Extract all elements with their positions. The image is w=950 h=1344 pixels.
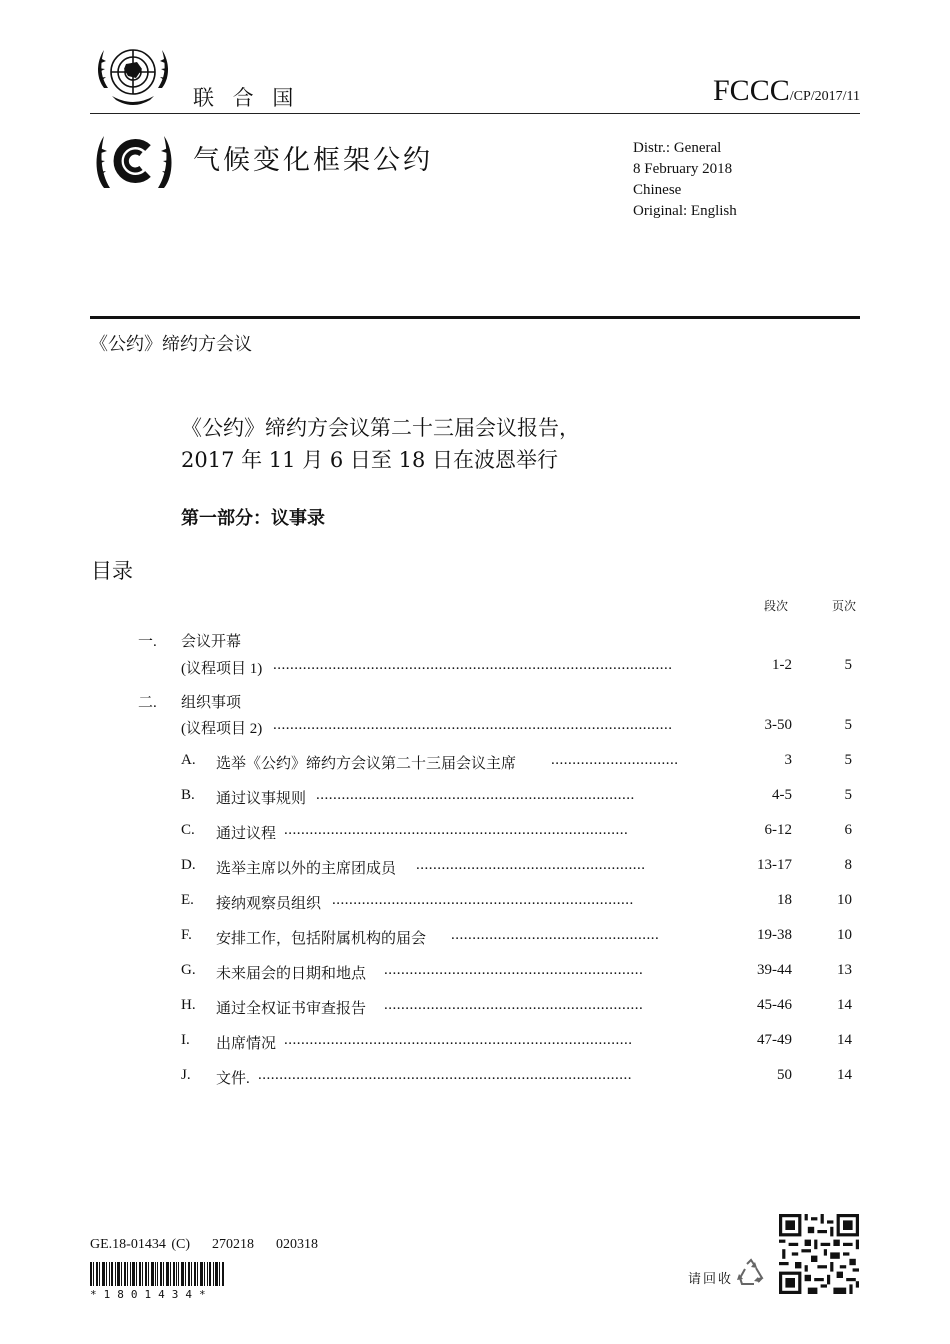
leader-dots: ............................................................. xyxy=(384,962,644,978)
distr-line: Original: English xyxy=(633,203,737,219)
subitem-text: 未来届会的日期和地点 xyxy=(216,966,367,982)
subitem-letter: H. xyxy=(181,997,196,1013)
subitem-letter: J. xyxy=(181,1067,191,1083)
page-number: 5 xyxy=(844,752,852,768)
subitem-text: 通过全权证书审查报告 xyxy=(216,1001,367,1017)
date-two: 020318 xyxy=(276,1237,318,1252)
para-range: 13-17 xyxy=(757,857,792,873)
header-divider xyxy=(90,113,860,114)
page-number: 5 xyxy=(844,787,852,803)
toc-heading: 目录 xyxy=(91,559,133,583)
para-range: 19-38 xyxy=(757,927,792,943)
part-title: 第一部分：议事录 xyxy=(181,508,325,529)
toc-subitem[interactable] xyxy=(0,857,950,879)
subitem-text: 安排工作，包括附属机构的届会 xyxy=(216,931,427,947)
subitem-text: 出席情况 xyxy=(216,1036,277,1052)
para-range: 18 xyxy=(777,892,792,908)
job-number: GE.18-01434 (C) xyxy=(90,1237,190,1252)
leader-dots: ........................................................................................ xyxy=(258,1067,632,1083)
leader-dots: ................................................. xyxy=(451,927,660,943)
page-number: 8 xyxy=(844,857,852,873)
page-number: 5 xyxy=(844,657,852,673)
leader-dots: .............................. xyxy=(551,752,679,768)
subitem-letter: E. xyxy=(181,892,194,908)
barcode-image xyxy=(90,1262,224,1286)
section-title: 会议开幕 xyxy=(181,634,242,650)
subitem-letter: B. xyxy=(181,787,195,803)
para-range: 4-5 xyxy=(772,787,792,803)
date-one: 270218 xyxy=(212,1237,254,1252)
distr-line: Distr.: General xyxy=(633,140,722,156)
col-page-header: 页次 xyxy=(832,599,857,613)
leader-dots: .................................................................................. xyxy=(284,1032,633,1048)
title-line: 2017 年 11 月 6 日至 18 日在波恩举行 xyxy=(181,448,558,472)
subitem-text: 通过议事规则 xyxy=(216,791,307,807)
symbol-suffix: /CP/2017/11 xyxy=(789,89,860,104)
agenda-item: (议程项目 2) xyxy=(181,721,263,737)
subitem-letter: A. xyxy=(181,752,196,768)
toc-subitem[interactable] xyxy=(0,1067,950,1089)
subitem-text: 文件. xyxy=(216,1071,250,1087)
distr-line: 8 February 2018 xyxy=(633,161,733,177)
page-number: 10 xyxy=(837,892,852,908)
job-number-line xyxy=(90,1237,340,1253)
subitem-letter: D. xyxy=(181,857,196,873)
recycle-text: 请回收 xyxy=(688,1272,734,1287)
page-number: 14 xyxy=(837,997,852,1013)
recycle-icon xyxy=(736,1258,766,1288)
distribution-info xyxy=(633,138,737,222)
para-range: 6-12 xyxy=(764,822,792,838)
subitem-text: 通过议程 xyxy=(216,826,277,842)
toc-subitem[interactable] xyxy=(0,1032,950,1054)
organization-name: 联 合 国 xyxy=(193,86,300,110)
document-symbol xyxy=(713,74,860,108)
body-name: 《公约》缔约方会议 xyxy=(90,334,252,355)
title-line: 《公约》缔约方会议第二十三届会议报告， xyxy=(181,416,580,440)
subitem-letter: F. xyxy=(181,927,192,943)
para-range: 1-2 xyxy=(772,657,792,673)
para-range: 47-49 xyxy=(757,1032,792,1048)
leader-dots: .............................................................................................. xyxy=(273,717,673,733)
subitem-text: 接纳观察员组织 xyxy=(216,896,322,912)
para-range: 50 xyxy=(777,1067,792,1083)
subitem-text: 选举主席以外的主席团成员 xyxy=(216,861,397,877)
toc-subitem[interactable] xyxy=(0,997,950,1019)
leader-dots: .............................................................................................. xyxy=(273,657,673,673)
para-range: 3 xyxy=(784,752,792,768)
toc-subitem[interactable] xyxy=(0,822,950,844)
section-number: 一. xyxy=(138,634,157,650)
toc-subitem[interactable] xyxy=(0,962,950,984)
subitem-letter: I. xyxy=(181,1032,190,1048)
convention-name: 气候变化框架公约 xyxy=(193,145,433,176)
toc-subitem[interactable] xyxy=(0,927,950,949)
barcode-text: *1801434* xyxy=(90,1288,213,1301)
page-number: 5 xyxy=(844,717,852,733)
subitem-letter: G. xyxy=(181,962,196,978)
distr-line: Chinese xyxy=(633,182,682,198)
toc-subitem[interactable] xyxy=(0,892,950,914)
toc-subitem[interactable] xyxy=(0,787,950,809)
leader-dots: ....................................................................... xyxy=(332,892,634,908)
leader-dots: ............................................................. xyxy=(384,997,644,1013)
page-number: 14 xyxy=(837,1032,852,1048)
agenda-item: (议程项目 1) xyxy=(181,661,263,677)
unfccc-logo xyxy=(90,126,178,198)
para-range: 3-50 xyxy=(764,717,792,733)
col-para-header: 段次 xyxy=(764,599,789,613)
section-number: 二. xyxy=(138,695,157,711)
leader-dots: ................................................................................. xyxy=(284,822,629,838)
page-number: 13 xyxy=(837,962,852,978)
page-number: 6 xyxy=(844,822,852,838)
qr-code xyxy=(779,1214,859,1294)
symbol-main: FCCC xyxy=(713,74,790,107)
report-title xyxy=(181,412,580,476)
para-range: 39-44 xyxy=(757,962,792,978)
section-title: 组织事项 xyxy=(181,695,242,711)
subitem-letter: C. xyxy=(181,822,195,838)
thick-divider xyxy=(90,316,860,319)
subitem-text: 选举《公约》缔约方会议第二十三届会议主席 xyxy=(216,756,517,772)
para-range: 45-46 xyxy=(757,997,792,1013)
toc-subitem[interactable] xyxy=(0,752,950,774)
leader-dots: ...................................................... xyxy=(416,857,646,873)
page-number: 14 xyxy=(837,1067,852,1083)
page-number: 10 xyxy=(837,927,852,943)
un-emblem-logo xyxy=(90,38,176,110)
leader-dots: ........................................................................... xyxy=(316,787,635,803)
